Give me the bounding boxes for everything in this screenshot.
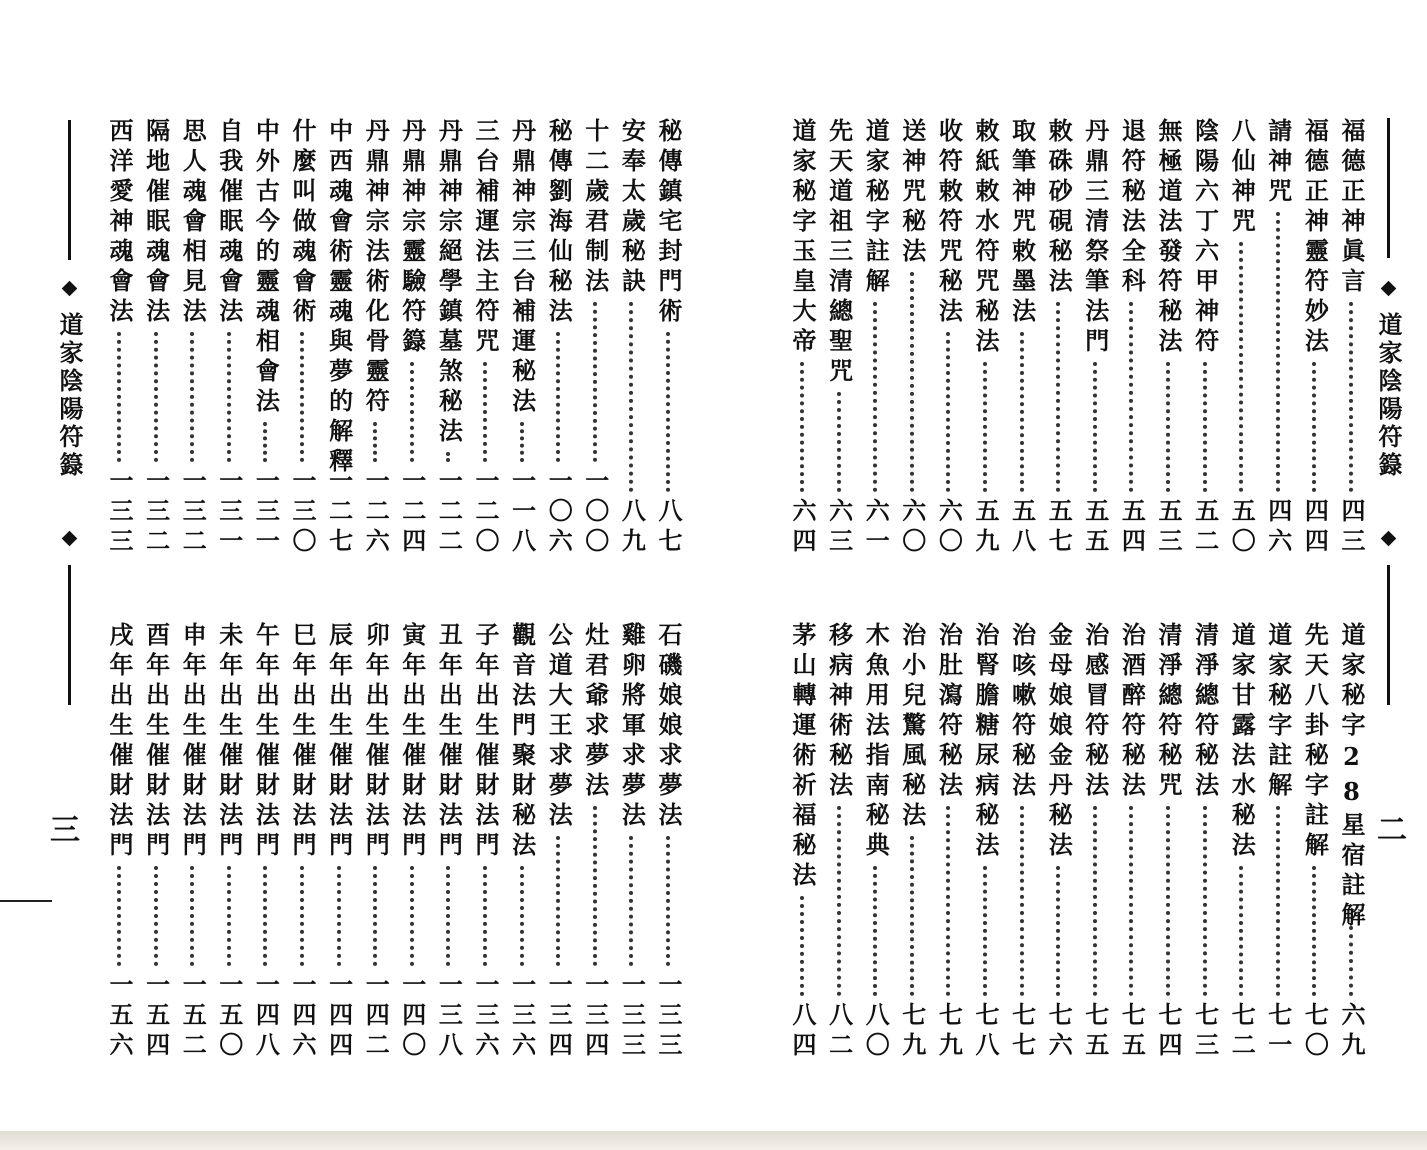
toc-entry — [930, 118, 966, 558]
toc-entry-page: 七三 — [1190, 1002, 1220, 1062]
leader-dots — [1129, 302, 1133, 492]
toc-entry-title: 請神咒 — [1263, 118, 1293, 208]
toc-entry — [430, 622, 466, 1062]
toc-entry — [577, 118, 613, 558]
toc-entry-page: 一三〇 — [288, 468, 317, 558]
toc-entry-page: 一三二 — [141, 468, 171, 558]
toc-entry — [1040, 118, 1076, 558]
toc-entry-title: 陰陽六丁六甲神符 — [1190, 118, 1220, 358]
toc-entry-title: 道家甘露法水秘法 — [1227, 622, 1257, 862]
leader-dots — [190, 332, 194, 462]
toc-entry — [1113, 118, 1149, 558]
toc-entry-page: 一二六 — [361, 468, 391, 558]
toc-entry-page: 六四 — [788, 498, 817, 558]
toc-entry-page: 七九 — [897, 1002, 927, 1062]
toc-entry — [1004, 622, 1040, 1062]
leader-dots — [873, 302, 877, 492]
toc-entry-title: 敕硃砂硯秘法 — [1044, 118, 1074, 298]
toc-entry — [321, 622, 357, 1062]
side-rule-bottom — [1387, 565, 1390, 705]
toc-entry-page: 一三三 — [654, 972, 683, 1062]
toc-entry-page: 六三 — [824, 498, 854, 558]
toc-entry-title: 先天道祖三清總聖咒 — [824, 118, 854, 388]
leader-dots — [337, 866, 341, 966]
leader-dots — [1093, 362, 1097, 492]
toc-entry-title: 清淨總符秘咒 — [1154, 622, 1183, 802]
toc-entry-page: 六九 — [1337, 1002, 1366, 1062]
toc-entry-title: 丹鼎神宗三台補運秘法 — [507, 118, 537, 418]
toc-entry-page: 一三六 — [507, 972, 537, 1062]
toc-entry — [211, 118, 247, 558]
toc-entry — [394, 622, 430, 1062]
toc-entry-page: 七〇 — [1300, 1002, 1330, 1062]
leader-dots — [1166, 362, 1170, 492]
leader-dots — [873, 866, 877, 996]
leader-dots — [117, 332, 121, 462]
toc-entry — [1150, 118, 1186, 558]
leader-dots — [446, 866, 450, 966]
leader-dots — [373, 422, 377, 462]
toc-entry-page: 七九 — [934, 1002, 964, 1062]
toc-entry-title: 中西魂會術靈魂與夢的解釋 — [324, 118, 354, 478]
leader-dots — [1093, 806, 1097, 996]
toc-entry-page: 七二 — [1227, 1002, 1257, 1062]
toc-entry — [613, 118, 649, 558]
toc-entry-title: 治咳嗽符秘法 — [1007, 622, 1037, 802]
toc-entry-title: 巳年出生催財法門 — [288, 622, 317, 862]
toc-entry-title: 福德正神靈符妙法 — [1300, 118, 1330, 358]
toc-entry-page: 六〇 — [897, 498, 927, 558]
toc-entry-page: 六一 — [861, 498, 891, 558]
toc-entry — [1223, 622, 1259, 1062]
toc-entry-title: 中外古今的靈魂相會法 — [251, 118, 281, 418]
toc-entry-page: 一三三 — [617, 972, 647, 1062]
toc-entry-title: 福德正神眞言 — [1337, 118, 1366, 298]
leader-dots — [1276, 806, 1280, 996]
toc-entry — [784, 118, 820, 558]
toc-entry-page: 一五四 — [141, 972, 171, 1062]
leader-dots — [1129, 806, 1133, 996]
toc-entry-page: 一三一 — [214, 468, 244, 558]
toc-entry — [467, 622, 503, 1062]
toc-entry-page: 一三六 — [471, 972, 500, 1062]
toc-entry — [284, 622, 320, 1062]
toc-entry — [821, 118, 857, 558]
toc-entry — [1004, 118, 1040, 558]
leader-dots — [227, 866, 231, 966]
leader-dots — [1276, 212, 1280, 492]
toc-entry-title: 治腎膽糖尿病秘法 — [971, 622, 1000, 862]
leader-dots — [1203, 362, 1207, 492]
toc-entry-page: 八〇 — [861, 1002, 891, 1062]
toc-entry-page: 一三四 — [580, 972, 610, 1062]
leader-dots — [446, 452, 450, 462]
toc-entry-page: 五八 — [1007, 498, 1037, 558]
leader-dots — [837, 392, 841, 492]
leader-dots — [1349, 302, 1353, 492]
page-edge-strip — [0, 1131, 1427, 1150]
toc-entry-title: 送神咒秘法 — [897, 118, 927, 268]
toc-entry — [1333, 622, 1369, 1062]
toc-entry-title: 清淨總符秘法 — [1190, 622, 1220, 802]
leader-dots — [483, 866, 487, 966]
toc-entry-title: 午年出生催財法門 — [251, 622, 281, 862]
toc-entry — [1040, 622, 1076, 1062]
leader-dots — [946, 806, 950, 996]
toc-entry-page: 七六 — [1044, 1002, 1074, 1062]
toc-entry-page: 五七 — [1044, 498, 1074, 558]
toc-entry — [540, 118, 576, 558]
toc-entry-title: 治小兒驚風秘法 — [897, 622, 927, 832]
toc-entry-page: 八四 — [788, 1002, 817, 1062]
toc-entry-title: 道家秘字玉皇大帝 — [788, 118, 817, 358]
toc-entry — [650, 118, 686, 558]
leader-dots — [946, 332, 950, 492]
toc-entry-title: 卯年出生催財法門 — [361, 622, 391, 862]
toc-entry — [1223, 118, 1259, 558]
toc-entry-title: 退符秘法全科 — [1117, 118, 1147, 298]
toc-entry-page: 八二 — [824, 1002, 854, 1062]
toc-entry-title: 丹鼎三清祭筆法門 — [1080, 118, 1110, 358]
toc-entry-page: 五九 — [971, 498, 1000, 558]
leader-dots — [154, 332, 158, 462]
leader-dots — [227, 332, 231, 462]
toc-entry-title: 西洋愛神魂會法 — [105, 118, 134, 328]
leader-dots — [263, 866, 267, 966]
toc-entry — [930, 622, 966, 1062]
toc-entry-title: 灶君爺求夢法 — [580, 622, 610, 802]
leader-dots — [800, 362, 804, 492]
toc-entry — [1260, 622, 1296, 1062]
toc-entry — [967, 622, 1003, 1062]
toc-entry-page: 一一八 — [507, 468, 537, 558]
toc-entry-page: 五五 — [1080, 498, 1110, 558]
toc-entry — [1260, 118, 1296, 558]
toc-entry-page: 一三八 — [434, 972, 464, 1062]
toc-entry-title: 秘傳鎮宅封門術 — [654, 118, 683, 328]
side-rule-top — [1387, 118, 1390, 258]
diamond-ornament-icon — [62, 281, 78, 297]
toc-entry-page: 一四八 — [251, 972, 281, 1062]
edge-mark — [0, 900, 52, 902]
toc-entry-page: 五三 — [1154, 498, 1183, 558]
toc-entry — [1077, 118, 1113, 558]
page-number: 二 — [1377, 813, 1407, 848]
toc-entry-title: 金母娘娘金丹秘法 — [1044, 622, 1074, 862]
toc-entry-title: 觀音法門聚財秘法 — [507, 622, 537, 862]
toc-entry — [504, 622, 540, 1062]
side-rule-bottom — [68, 565, 71, 705]
toc-entry-page: 五〇 — [1227, 498, 1257, 558]
toc-entry — [784, 622, 820, 1062]
toc-entry-title: 治肚瀉符秘法 — [934, 622, 964, 802]
toc-entry-page: 五四 — [1117, 498, 1147, 558]
toc-entry — [894, 622, 930, 1062]
toc-entry-title: 敕紙敕水符咒秘法 — [971, 118, 1000, 358]
toc-entry — [101, 622, 137, 1062]
leader-dots — [520, 422, 524, 462]
toc-entry-page: 一三四 — [544, 972, 574, 1062]
toc-entry-page: 七八 — [971, 1002, 1000, 1062]
toc-entry-title: 子年出生催財法門 — [471, 622, 500, 862]
toc-entry-page: 八七 — [654, 498, 683, 558]
leader-dots — [1203, 806, 1207, 996]
leader-dots — [1056, 302, 1060, 492]
toc-entry — [174, 622, 210, 1062]
toc-entry-title: 道家秘字註解 — [1263, 622, 1293, 802]
toc-entry-title: 安奉太歲秘訣 — [617, 118, 647, 298]
toc-entry — [1333, 118, 1369, 558]
toc-entry-title: 公道大王求夢法 — [544, 622, 574, 832]
toc-entry — [211, 622, 247, 1062]
toc-entry-title: 無極道法發符秘法 — [1154, 118, 1183, 358]
toc-entry-page: 一五〇 — [214, 972, 244, 1062]
leader-dots — [300, 866, 304, 966]
toc-entry — [467, 118, 503, 558]
toc-entry — [357, 622, 393, 1062]
leader-dots — [410, 362, 414, 462]
toc-entry-page: 一〇六 — [544, 468, 574, 558]
leader-dots — [300, 332, 304, 462]
toc-entry-title: 丹鼎神宗絕學鎮墓煞秘法 — [434, 118, 464, 448]
toc-entry — [1187, 118, 1223, 558]
toc-entry-title: 自我催眠魂會法 — [214, 118, 244, 328]
toc-entry — [1296, 118, 1332, 558]
toc-entry-page: 一四二 — [361, 972, 391, 1062]
leader-dots — [483, 362, 487, 462]
leader-dots — [910, 836, 914, 996]
leader-dots — [837, 806, 841, 996]
leader-dots — [800, 896, 804, 996]
leader-dots — [117, 866, 121, 966]
toc-entry-page: 一二二 — [434, 468, 464, 558]
toc-entry-page: 一五二 — [178, 972, 208, 1062]
toc-entry-page: 一三三 — [105, 468, 134, 558]
leader-dots — [629, 836, 633, 966]
toc-entry — [650, 622, 686, 1062]
toc-entry — [1077, 622, 1113, 1062]
running-title: 道家陰陽符籙 — [1374, 312, 1403, 480]
toc-entry — [101, 118, 137, 558]
toc-entry-title: 道家秘字28星宿註解 — [1337, 622, 1366, 932]
toc-entry — [967, 118, 1003, 558]
toc-entry-page: 一三一 — [251, 468, 281, 558]
toc-entry — [504, 118, 540, 558]
toc-entry-title: 丹鼎神宗法術化骨靈符 — [361, 118, 391, 418]
leader-dots — [556, 332, 560, 462]
leader-dots — [1312, 866, 1316, 996]
running-title: 道家陰陽符籙 — [55, 312, 84, 480]
toc-entry — [1150, 622, 1186, 1062]
toc-entry-title: 石磯娘娘求夢法 — [654, 622, 683, 832]
toc-entry-page: 四四 — [1300, 498, 1330, 558]
toc-entry-title: 什麼叫做魂會術 — [288, 118, 317, 328]
toc-entry-page: 七一 — [1263, 1002, 1293, 1062]
toc-entry-title: 丹鼎神宗靈驗符籙 — [397, 118, 427, 358]
toc-entry — [577, 622, 613, 1062]
leader-dots — [666, 332, 670, 492]
toc-entry-page: 七五 — [1117, 1002, 1147, 1062]
toc-entry-title: 隔地催眠魂會法 — [141, 118, 171, 328]
toc-entry-title: 寅年出生催財法門 — [397, 622, 427, 862]
toc-entry — [1113, 622, 1149, 1062]
diamond-ornament-icon — [1381, 531, 1397, 547]
leader-dots — [983, 362, 987, 492]
toc-entry-title: 申年出生催財法門 — [178, 622, 208, 862]
toc-entry — [247, 622, 283, 1062]
toc-entry-title: 收符敕符咒秘法 — [934, 118, 964, 328]
toc-entry — [174, 118, 210, 558]
leader-dots — [373, 866, 377, 966]
side-rule-top — [68, 120, 71, 260]
toc-entry-page: 一五六 — [105, 972, 134, 1062]
toc-entry-page: 七五 — [1080, 1002, 1110, 1062]
leader-dots — [1166, 806, 1170, 996]
toc-entry — [1296, 622, 1332, 1062]
leader-dots — [154, 866, 158, 966]
toc-entry — [138, 118, 174, 558]
leader-dots — [410, 866, 414, 966]
leader-dots — [1239, 242, 1243, 492]
toc-entry-title: 未年出生催財法門 — [214, 622, 244, 862]
leader-dots — [556, 836, 560, 966]
toc-entry-title: 辰年出生催財法門 — [324, 622, 354, 862]
toc-entry-title: 取筆神咒敕墨法 — [1007, 118, 1037, 328]
toc-entry-title: 十二歲君制法 — [580, 118, 610, 298]
toc-entry-title: 三台補運法主符咒 — [471, 118, 500, 358]
toc-entry-page: 一〇〇 — [580, 468, 610, 558]
toc-entry — [138, 622, 174, 1062]
toc-entry-title: 移病神術秘法 — [824, 622, 854, 802]
toc-entry-title: 治感冒符秘法 — [1080, 622, 1110, 802]
leader-dots — [666, 836, 670, 966]
toc-entry-title: 茅山轉運術祈福秘法 — [788, 622, 817, 892]
toc-entry — [857, 622, 893, 1062]
toc-entry-page: 一四四 — [324, 972, 354, 1062]
diamond-ornament-icon — [62, 531, 78, 547]
toc-entry-page: 一二〇 — [471, 468, 500, 558]
leader-dots — [983, 866, 987, 996]
toc-entry — [1187, 622, 1223, 1062]
leader-dots — [1020, 806, 1024, 996]
toc-entry — [613, 622, 649, 1062]
toc-entry — [430, 118, 466, 558]
toc-entry-page: 七七 — [1007, 1002, 1037, 1062]
toc-entry-title: 酉年出生催財法門 — [141, 622, 171, 862]
toc-entry — [894, 118, 930, 558]
toc-entry — [284, 118, 320, 558]
toc-entry-title: 治酒醉符秘法 — [1117, 622, 1147, 802]
toc-entry-title: 雞卵將軍求夢法 — [617, 622, 647, 832]
left-page — [0, 0, 713, 1130]
toc-entry — [247, 118, 283, 558]
toc-entry-title: 思人魂會相見法 — [178, 118, 208, 328]
toc-entry — [357, 118, 393, 558]
toc-entry-page: 一四六 — [288, 972, 317, 1062]
toc-entry-page: 一三二 — [178, 468, 208, 558]
toc-entry-title: 戌年出生催財法門 — [105, 622, 134, 862]
toc-entry — [394, 118, 430, 558]
toc-entry — [857, 118, 893, 558]
toc-entry-title: 先天八卦秘字註解 — [1300, 622, 1330, 862]
toc-entry — [821, 622, 857, 1062]
toc-entry-page: 五二 — [1190, 498, 1220, 558]
toc-entry-title: 秘傳劉海仙秘法 — [544, 118, 574, 328]
toc-entry-page: 一二七 — [324, 468, 354, 558]
toc-entry-page: 六〇 — [934, 498, 964, 558]
leader-dots — [1239, 866, 1243, 996]
leader-dots — [593, 302, 597, 462]
toc-entry-page: 四三 — [1337, 498, 1366, 558]
leader-dots — [263, 422, 267, 462]
toc-entry-page: 一二四 — [397, 468, 427, 558]
leader-dots — [1349, 926, 1353, 996]
toc-entry — [321, 118, 357, 558]
toc-entry-page: 八九 — [617, 498, 647, 558]
leader-dots — [1056, 866, 1060, 996]
toc-entry-page: 一四〇 — [397, 972, 427, 1062]
toc-entry — [540, 622, 576, 1062]
leader-dots — [1020, 332, 1024, 492]
toc-entry-page: 四六 — [1263, 498, 1293, 558]
right-page — [713, 0, 1426, 1130]
toc-entry-title: 木魚用法指南秘典 — [861, 622, 891, 862]
leader-dots — [910, 272, 914, 492]
toc-entry-title: 道家秘字註解 — [861, 118, 891, 298]
leader-dots — [1312, 362, 1316, 492]
page-number: 三 — [50, 813, 80, 848]
diamond-ornament-icon — [1381, 281, 1397, 297]
leader-dots — [190, 866, 194, 966]
toc-entry-page: 七四 — [1154, 1002, 1183, 1062]
leader-dots — [593, 806, 597, 966]
toc-entry-title: 丑年出生催財法門 — [434, 622, 464, 862]
leader-dots — [629, 302, 633, 492]
toc-entry-title: 八仙神咒 — [1227, 118, 1257, 238]
leader-dots — [520, 866, 524, 966]
